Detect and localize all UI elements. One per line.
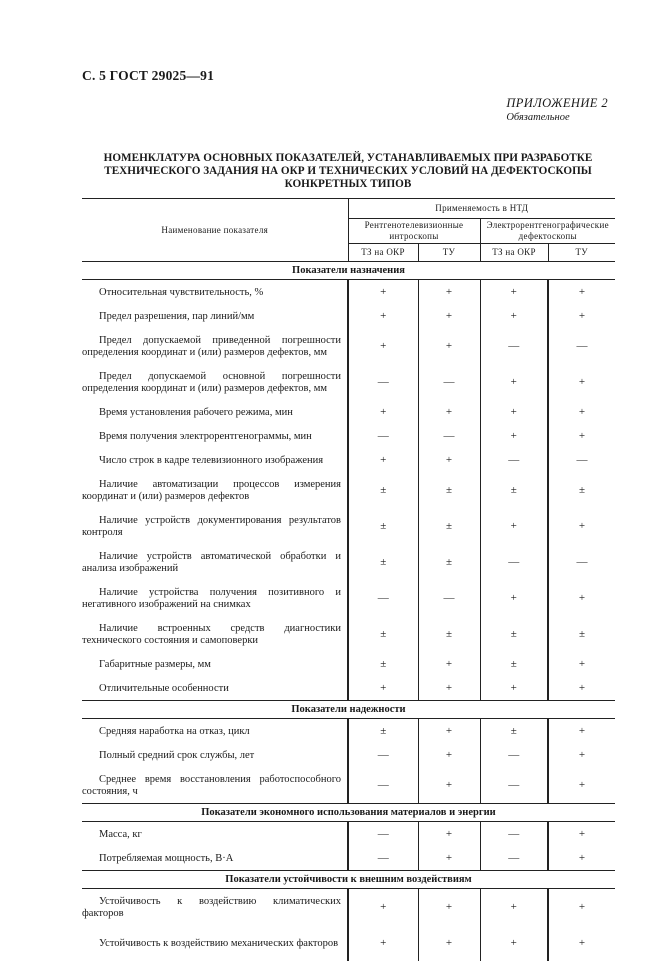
applicability-mark: + [418,767,480,804]
applicability-mark: ± [348,472,418,508]
table-row [82,719,615,744]
column-header-name: Наименование показателя [82,199,348,262]
applicability-mark: + [480,508,548,544]
applicability-mark: + [548,719,615,744]
title-line-1: НОМЕНКЛАТУРА ОСНОВНЫХ ПОКАЗАТЕЛЕЙ, УСТАНАВЛИВАЕМЫХ ПРИ РАЗРАБОТКЕ [82,152,614,165]
indicator-name: Относительная чувствительность, % [82,280,348,305]
applicability-mark: — [548,328,615,364]
applicability-mark: — [418,364,480,400]
applicability-mark: — [348,364,418,400]
subheader-tz-okr-1: ТЗ на ОКР [348,244,418,262]
section-title: Показатели экономного использования материалов и энергии [82,804,615,822]
applicability-mark: — [480,743,548,767]
applicability-mark: + [548,925,615,961]
applicability-mark: — [548,448,615,472]
applicability-mark: ± [548,616,615,652]
applicability-mark: + [548,676,615,701]
indicator-name: Устойчивость к воздействию климатических факторов [82,889,348,926]
applicability-mark: + [548,822,615,847]
applicability-mark: + [480,676,548,701]
title-line-2: ТЕХНИЧЕСКОГО ЗАДАНИЯ НА ОКР И ТЕХНИЧЕСКИХ УСЛОВИЙ НА ДЕФЕКТОСКОПЫ [82,165,614,178]
applicability-mark: ± [348,544,418,580]
table-row [82,767,615,804]
table-body [82,262,615,961]
applicability-mark: — [348,743,418,767]
applicability-mark: + [348,676,418,701]
indicator-name: Наличие встроенных средств диагностики технического состояния и самоповерки [82,616,348,652]
applicability-mark: — [480,544,548,580]
applicability-mark: — [348,822,418,847]
applicability-mark: + [548,364,615,400]
column-group-xray-tv: Рентгенотелевизионные интроскопы [348,219,480,244]
subheader-tz-okr-2: ТЗ на ОКР [480,244,548,262]
table-row [82,424,615,448]
applicability-mark: + [348,889,418,926]
indicator-name: Предел разрешения, пар линий/мм [82,304,348,328]
applicability-mark: + [480,280,548,305]
indicator-name: Среднее время восстановления работоспособного состояния, ч [82,767,348,804]
applicability-mark: — [548,544,615,580]
applicability-mark: + [348,328,418,364]
applicability-mark: + [548,846,615,871]
applicability-mark: ± [480,616,548,652]
table-row [82,889,615,926]
section-title: Показатели назначения [82,262,615,280]
table-row [82,328,615,364]
indicator-name: Предел допускаемой основной погрешности определения координат и (или) размеров дефектов, мм [82,364,348,400]
indicator-name: Время установления рабочего режима, мин [82,400,348,424]
table-row [82,400,615,424]
table-row [82,743,615,767]
applicability-mark: + [418,846,480,871]
applicability-mark: ± [418,508,480,544]
applicability-mark: ± [418,616,480,652]
table-row [82,846,615,871]
applicability-mark: ± [348,508,418,544]
indicator-name: Полный средний срок службы, лет [82,743,348,767]
applicability-mark: + [480,424,548,448]
applicability-mark: — [418,424,480,448]
applicability-mark: + [418,925,480,961]
applicability-mark: — [348,580,418,616]
table-row [82,280,615,305]
indicator-name: Отличительные особенности [82,676,348,701]
applicability-mark: + [418,743,480,767]
applicability-mark: + [418,280,480,305]
section-row [82,804,615,822]
applicability-mark: ± [480,652,548,676]
applicability-mark: + [348,400,418,424]
table-row [82,448,615,472]
applicability-mark: + [348,304,418,328]
applicability-mark: ± [480,472,548,508]
indicator-name: Наличие устройства получения позитивного и негативного изображений на снимках [82,580,348,616]
applicability-mark: ± [348,652,418,676]
section-row [82,701,615,719]
table-row [82,925,615,961]
section-row [82,871,615,889]
applicability-mark: + [418,328,480,364]
indicator-name: Число строк в кадре телевизионного изображения [82,448,348,472]
column-header-applicability: Применяемость в НТД [348,199,615,219]
table-row [82,616,615,652]
page-header: С. 5 ГОСТ 29025—91 [82,68,214,84]
applicability-mark: + [548,304,615,328]
applicability-mark: + [418,719,480,744]
applicability-mark: — [348,846,418,871]
applicability-mark: + [418,304,480,328]
applicability-mark: — [480,448,548,472]
table-row [82,472,615,508]
applicability-mark: + [480,889,548,926]
table-row [82,676,615,701]
appendix-status: Обязательное [506,112,608,123]
applicability-mark: ± [418,472,480,508]
subheader-tu-2: ТУ [548,244,615,262]
applicability-mark: + [348,280,418,305]
applicability-mark: + [548,400,615,424]
section-title: Показатели устойчивости к внешним воздействиям [82,871,615,889]
indicator-name: Наличие устройств документирования результатов контроля [82,508,348,544]
applicability-mark: + [480,364,548,400]
applicability-mark: + [480,580,548,616]
table-row [82,508,615,544]
applicability-mark: ± [348,719,418,744]
applicability-mark: — [480,846,548,871]
applicability-mark: ± [480,719,548,744]
applicability-mark: — [348,767,418,804]
applicability-mark: + [480,304,548,328]
title-line-3: КОНКРЕТНЫХ ТИПОВ [82,178,614,191]
table-row [82,580,615,616]
indicator-name: Наличие автоматизации процессов измерения координат и (или) размеров дефектов [82,472,348,508]
applicability-mark: + [548,652,615,676]
appendix-label-block [506,96,608,123]
applicability-mark: + [548,580,615,616]
indicator-name: Наличие устройств автоматической обработки и анализа изображений [82,544,348,580]
applicability-mark: + [548,424,615,448]
applicability-mark: ± [418,544,480,580]
section-title: Показатели надежности [82,701,615,719]
appendix-label: ПРИЛОЖЕНИЕ 2 [506,96,608,111]
applicability-mark: + [418,400,480,424]
document-title [82,152,614,191]
applicability-mark: + [548,767,615,804]
indicator-name: Средняя наработка на отказ, цикл [82,719,348,744]
column-group-electroradiographic: Электрорентгенографические дефектоскопы [480,219,615,244]
table-row [82,822,615,847]
applicability-mark: — [480,767,548,804]
applicability-mark: + [418,448,480,472]
applicability-mark: + [348,925,418,961]
section-row [82,262,615,280]
applicability-mark: + [480,925,548,961]
applicability-mark: + [548,280,615,305]
applicability-mark: — [348,424,418,448]
applicability-mark: + [418,822,480,847]
applicability-mark: + [548,889,615,926]
indicator-name: Предел допускаемой приведенной погрешности определения координат и (или) размеров дефектов, мм [82,328,348,364]
applicability-mark: + [548,508,615,544]
applicability-mark: + [348,448,418,472]
applicability-mark: ± [348,616,418,652]
applicability-mark: + [548,743,615,767]
applicability-mark: + [418,889,480,926]
indicator-name: Габаритные размеры, мм [82,652,348,676]
table-row [82,304,615,328]
applicability-mark: + [418,676,480,701]
table-row [82,652,615,676]
table-row [82,544,615,580]
table-row [82,364,615,400]
indicator-name: Масса, кг [82,822,348,847]
indicator-name: Устойчивость к воздействию механических факторов [82,925,348,961]
indicator-name: Потребляемая мощность, В·А [82,846,348,871]
applicability-mark: — [418,580,480,616]
applicability-mark: + [480,400,548,424]
applicability-mark: ± [548,472,615,508]
subheader-tu-1: ТУ [418,244,480,262]
indicators-table [82,198,615,961]
applicability-mark: — [480,328,548,364]
applicability-mark: — [480,822,548,847]
applicability-mark: + [418,652,480,676]
indicator-name: Время получения электрорентгенограммы, мин [82,424,348,448]
